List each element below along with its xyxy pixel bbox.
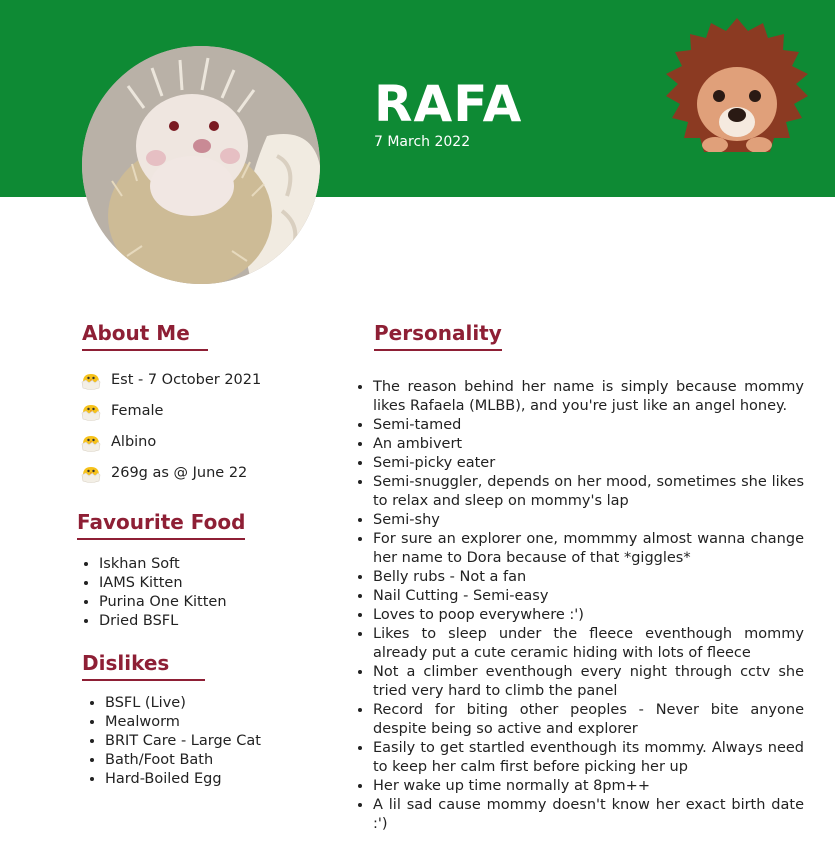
chick-icon	[80, 462, 102, 484]
list-item: • An ambivert	[373, 435, 804, 454]
profile-date: 7 March 2022	[374, 134, 471, 150]
chick-icon	[80, 369, 102, 391]
list-item: • Mealworm	[105, 713, 261, 732]
list-item: • Semi-tamed	[373, 416, 804, 435]
list-item: • For sure an explorer one, mommmy almost wanna change her name to Dora because of that *giggles*	[373, 530, 804, 568]
about-color: Albino	[111, 433, 157, 450]
food-heading: Favourite Food	[77, 509, 245, 540]
list-item: • Semi-shy	[373, 511, 804, 530]
list-item: • BRIT Care - Large Cat	[105, 732, 261, 751]
chick-icon	[80, 400, 102, 422]
list-item: • IAMS Kitten	[99, 574, 227, 593]
list-item: • Bath/Foot Bath	[105, 751, 261, 770]
list-item	[80, 426, 261, 457]
list-item: • Semi-snuggler, depends on her mood, sometimes she likes to relax and sleep on mommy's lap	[373, 473, 804, 511]
dislikes-list	[83, 694, 261, 789]
about-heading: About Me	[82, 320, 208, 351]
pet-name: RAFA	[374, 75, 523, 133]
list-item: • Not a climber eventhough every night through cctv she tried very hard to climb the panel	[373, 663, 804, 701]
dislikes-heading: Dislikes	[82, 650, 205, 681]
list-item: • Likes to sleep under the fleece eventhough mommy already put a cute ceramic hiding with lots of fleece	[373, 625, 804, 663]
list-item: • Easily to get startled eventhough its mommy. Always need to keep her calm first before picking her up	[373, 739, 804, 777]
food-list	[77, 555, 227, 631]
hedgehog-photo	[82, 46, 320, 284]
list-item: • Belly rubs - Not a fan	[373, 568, 804, 587]
list-item: • Record for biting other peoples - Never bite anyone despite being so active and explorer	[373, 701, 804, 739]
list-item: • A lil sad cause mommy doesn't know her exact birth date :')	[373, 796, 804, 834]
list-item: • Dried BSFL	[99, 612, 227, 631]
list-item: • The reason behind her name is simply because mommy likes Rafaela (MLBB), and you're just like an angel honey.	[373, 378, 804, 416]
about-weight: 269g as @ June 22	[111, 464, 248, 481]
about-list	[80, 364, 261, 488]
about-gender: Female	[111, 402, 164, 419]
list-item	[80, 457, 261, 488]
hedgehog-icon	[664, 18, 810, 152]
list-item: • Semi-picky eater	[373, 454, 804, 473]
list-item: • Her wake up time normally at 8pm++	[373, 777, 804, 796]
personality-heading: Personality	[374, 320, 502, 351]
list-item: • Nail Cutting - Semi-easy	[373, 587, 804, 606]
list-item: • Loves to poop everywhere :')	[373, 606, 804, 625]
list-item: • Iskhan Soft	[99, 555, 227, 574]
personality-list	[355, 378, 804, 834]
list-item	[80, 364, 261, 395]
list-item: • BSFL (Live)	[105, 694, 261, 713]
list-item: • Purina One Kitten	[99, 593, 227, 612]
list-item	[80, 395, 261, 426]
about-est: Est - 7 October 2021	[111, 371, 262, 388]
list-item: • Hard-Boiled Egg	[105, 770, 261, 789]
chick-icon	[80, 431, 102, 453]
